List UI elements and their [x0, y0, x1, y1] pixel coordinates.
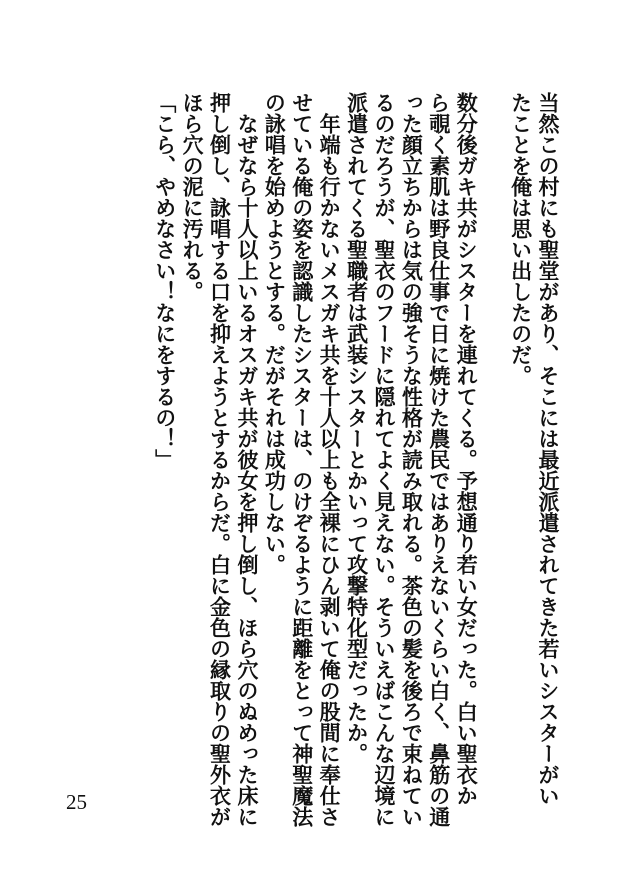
- text-line: たことを俺は思い出したのだ。: [508, 92, 534, 386]
- text-line: った顔立ちからは気の強そうな性格が読み取れる。茶色の髪を後ろで束ねてい: [399, 92, 425, 827]
- text-line: 当然この村にも聖堂があり、そこには最近派遣されてきた若いシスターがい: [536, 92, 561, 806]
- blank-line: [480, 92, 507, 782]
- text-line: るのだろうが、聖衣のフードに隠れてよく見えない。そういえばこんな辺境に: [371, 92, 397, 827]
- text-line: なぜなら十人以上いるオスガキ共が彼女を押し倒し、ほら穴のぬめった床に: [234, 92, 260, 827]
- page-number: 25: [66, 790, 87, 814]
- text-line: ほら穴の泥に汚れる。: [180, 92, 206, 302]
- text-line: 数分後ガキ共がシスターを連れてくる。予想通り若い女だった。白い聖衣か: [454, 92, 480, 806]
- dialogue-line: 「こら、やめなさい！なにをするの！」: [152, 92, 178, 470]
- text-line: 押し倒し、詠唱する口を抑えようとするからだ。白に金色の縁取りの聖外衣が: [207, 92, 233, 827]
- text-line: の詠唱を始めようとする。だがそれは成功しない。: [262, 92, 288, 575]
- text-line: 派遣されてくる聖職者は武装シスターとかいって攻撃特化型だったか。: [344, 92, 370, 764]
- text-line: ら覗く素肌は野良仕事で日に焼けた農民ではありえないくらい白く、鼻筋の通: [426, 92, 452, 827]
- text-line: せている俺の姿を認識したシスターは、のけぞるように距離をとって神聖魔法: [289, 92, 315, 827]
- text-line: 年端も行かないメスガキ共を十人以上も全裸にひん剥いて俺の股間に奉仕さ: [317, 92, 343, 827]
